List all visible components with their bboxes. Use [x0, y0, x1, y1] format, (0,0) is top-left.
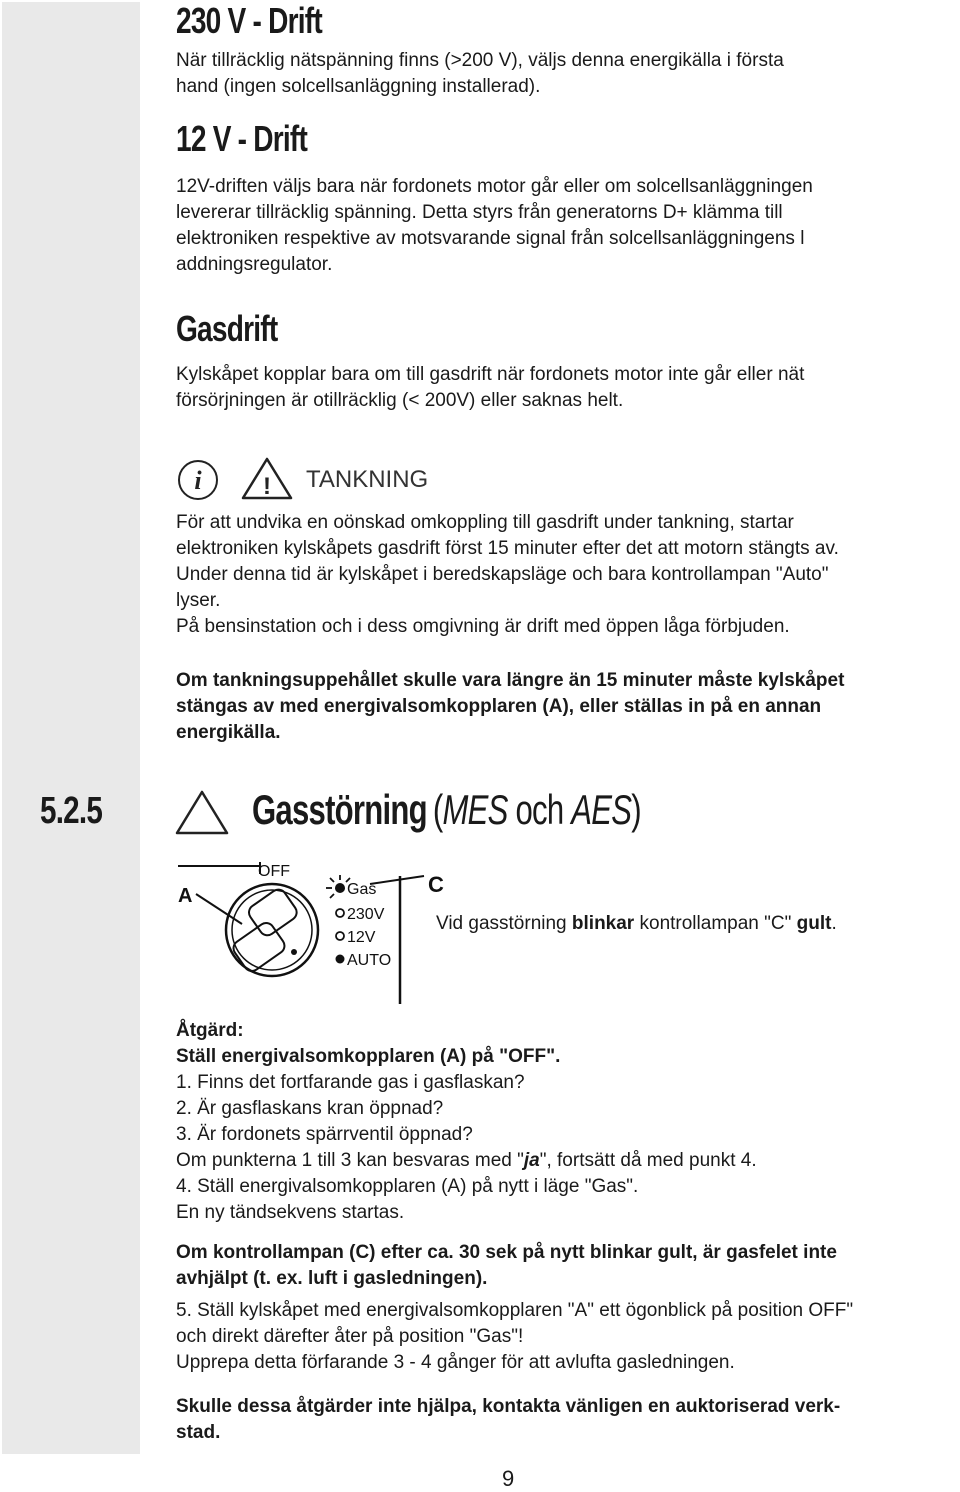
- paragraph-ok-bold: [176, 1240, 837, 1292]
- step-item: 3. Är fordonets spärrventil öppnad?: [176, 1124, 473, 1145]
- atgard-title: Åtgärd:: [176, 1020, 244, 1041]
- step-item: 2. Är gasflaskans kran öppnad?: [176, 1098, 444, 1119]
- heading-gasdrift: Gasdrift: [176, 308, 278, 349]
- control-panel-diagram: [174, 858, 444, 1008]
- text-line: levererar tillräcklig spänning. Detta styrs från generatorns D+ klämma till: [176, 202, 783, 223]
- tankning-title: TANKNING: [306, 466, 429, 493]
- title-paren-open: (: [432, 786, 443, 833]
- text-line: För att undvika en oönskad omkoppling till gasdrift under tankning, startar: [176, 512, 794, 533]
- text-line: 5. Ställ kylskåpet med energivalsomkopplaren "A" ett ögonblick på position OFF": [176, 1300, 854, 1321]
- step-item: 4. Ställ energivalsomkopplaren (A) på nytt i läge "Gas".: [176, 1176, 639, 1197]
- step-item: 1. Finns det fortfarande gas i gasflaskan?: [176, 1072, 525, 1093]
- text-line: avhjälpt (t. ex. luft i gasledningen).: [176, 1268, 488, 1289]
- heading-230v: 230 V - Drift: [176, 0, 322, 41]
- title-paren-close: ): [631, 786, 641, 833]
- atgard-main: Ställ energivalsomkopplaren (A) på "OFF".: [176, 1046, 561, 1067]
- text-line: stängas av med energivalsomkopplaren (A), eller ställas in på en annan: [176, 696, 822, 717]
- paragraph-tankning-warning: [176, 668, 844, 746]
- title-och: och: [507, 786, 572, 833]
- lamp-gas: Gas: [347, 881, 377, 898]
- text-line: När tillräcklig nätspänning finns (>200 V), väljs denna energikälla i första: [176, 50, 784, 71]
- title-mes: MES: [442, 786, 508, 833]
- ja-post: ", fortsätt då med punkt 4.: [539, 1150, 757, 1171]
- caption-bold-blinkar: blinkar: [571, 913, 635, 934]
- text-line: På bensinstation och i dess omgivning är drift med öppen låga förbjuden.: [176, 616, 790, 637]
- paragraph-gasdrift: [176, 362, 804, 414]
- text-line: stad.: [176, 1422, 221, 1443]
- warning-triangle-icon: [174, 788, 230, 836]
- ja-pre: Om punkterna 1 till 3 kan besvaras med ": [176, 1150, 524, 1171]
- label-off: OFF: [258, 863, 290, 880]
- info-icon: [176, 458, 220, 502]
- text-line: addningsregulator.: [176, 254, 333, 275]
- heading-12v: 12 V - Drift: [176, 118, 308, 159]
- label-a: A: [178, 885, 193, 907]
- title-main: Gasstörning: [252, 786, 427, 833]
- title-aes: AES: [571, 786, 632, 833]
- text-line: Om tankningsuppehållet skulle vara längre än 15 minuter måste kylskåpet: [176, 670, 845, 691]
- text-line: 12V-driften väljs bara när fordonets motor går eller om solcellsanläggningen: [176, 176, 813, 197]
- atgard-block: [176, 1018, 757, 1226]
- text-line: försörjningen är otillräcklig (< 200V) eller saknas helt.: [176, 390, 624, 411]
- paragraph-230v: [176, 48, 784, 100]
- step-note: En ny tändsekvens startas.: [176, 1202, 405, 1223]
- warning-icon-glyph: !: [263, 473, 271, 500]
- text-line: och direkt därefter åter på position "Gas"!: [176, 1326, 524, 1347]
- diagram-caption: [436, 911, 837, 937]
- text-line: Skulle dessa åtgärder inte hjälpa, kontakta vänligen en auktoriserad verk-: [176, 1396, 841, 1417]
- lamp-auto: AUTO: [347, 952, 392, 969]
- lamp-230v: 230V: [347, 906, 385, 923]
- paragraph-step5: [176, 1298, 853, 1376]
- text-line: lyser.: [176, 590, 221, 611]
- paragraph-final-bold: [176, 1394, 840, 1446]
- text-line: Om kontrollampan (C) efter ca. 30 sek på nytt blinkar gult, är gasfelet inte: [176, 1242, 837, 1263]
- lamp-12v: 12V: [347, 929, 376, 946]
- text-line: energikälla.: [176, 722, 281, 743]
- paragraph-12v: [176, 174, 813, 278]
- warning-icon: [240, 456, 294, 500]
- page-number: 9: [502, 1466, 515, 1491]
- left-margin-band: [2, 2, 140, 1454]
- text-line: Under denna tid är kylskåpet i beredskapsläge och bara kontrollampan "Auto": [176, 564, 829, 585]
- text-line: hand (ingen solcellsanläggning installerad).: [176, 76, 541, 97]
- ja-word: ja: [523, 1150, 540, 1171]
- caption-mid: kontrollampan "C": [634, 913, 797, 934]
- text-line: Upprepa detta förfarande 3 - 4 gånger för att avlufta gasledningen.: [176, 1352, 735, 1373]
- label-c: C: [428, 872, 444, 897]
- paragraph-tankning: [176, 510, 839, 640]
- caption-pre: Vid gasstörning: [436, 913, 572, 934]
- caption-post: .: [831, 913, 837, 934]
- text-line: elektroniken respektive av motsvarande signal från solcellsanläggningens l: [176, 228, 805, 249]
- ja-line: [176, 1148, 757, 1174]
- text-line: elektroniken kylskåpets gasdrift först 15 minuter efter det att motorn stängts av.: [176, 538, 839, 559]
- section-title: [252, 786, 641, 834]
- text-line: Kylskåpet kopplar bara om till gasdrift när fordonets motor inte går eller nät: [176, 364, 805, 385]
- section-number: 5.2.5: [40, 790, 103, 832]
- info-icon-glyph: i: [194, 466, 202, 495]
- caption-bold-gult: gult: [796, 913, 832, 934]
